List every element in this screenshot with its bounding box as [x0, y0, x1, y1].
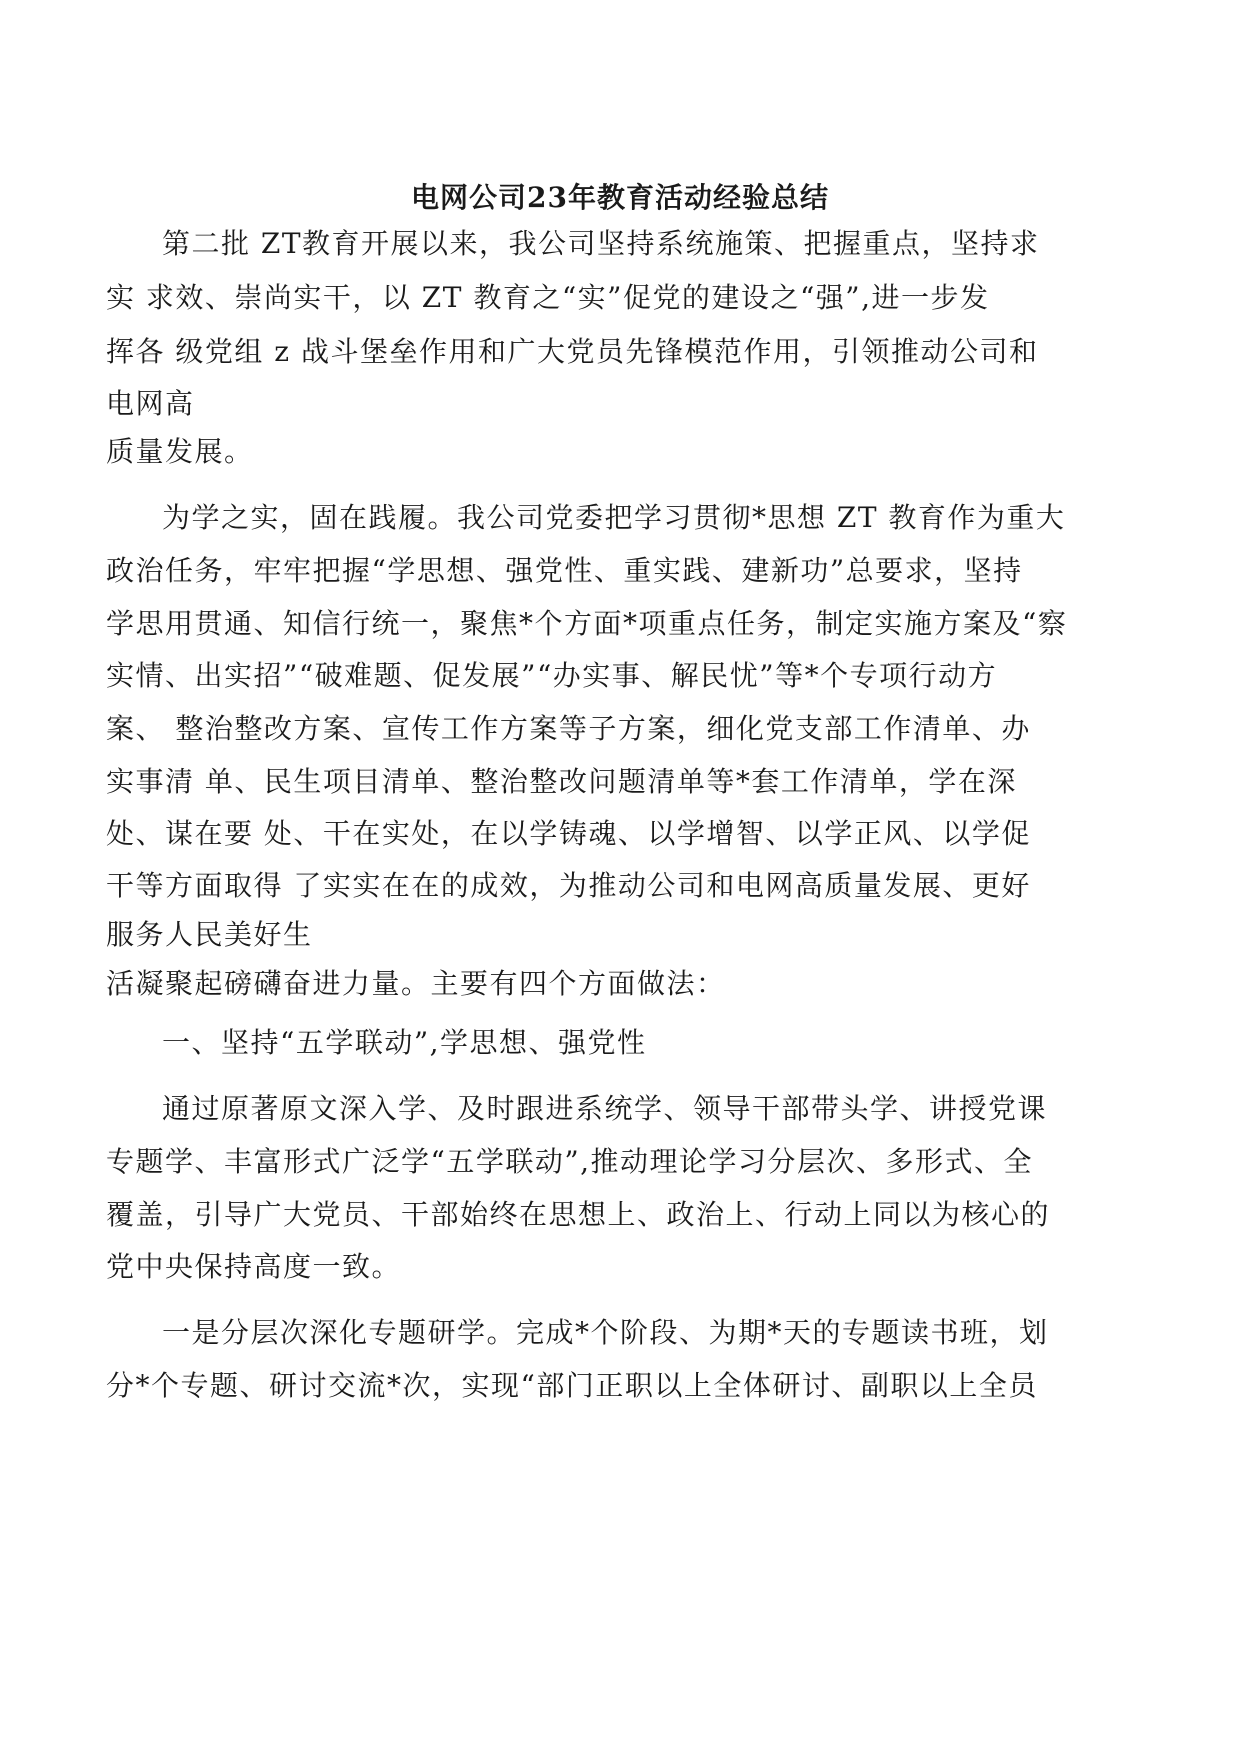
paragraph-line: 一是分层次深化专题研学。完成*个阶段、为期*天的专题读书班，划 [162, 1316, 1049, 1349]
paragraph-line: 质量发展。 [106, 435, 254, 468]
paragraph-line: 实 求效、崇尚实干，以 ZT 教育之“实”促党的建设之“强”,进一步发 [106, 281, 990, 314]
paragraph-line: 干等方面取得 了实实在在的成效，为推动公司和电网高质量发展、更好 [106, 869, 1031, 902]
paragraph-line: 覆盖，引导广大党员、干部始终在思想上、政治上、行动上同以为核心的 [106, 1198, 1051, 1231]
paragraph-line: 挥各 级党组 z 战斗堡垒作用和广大党员先锋模范作用，引领推动公司和 [106, 335, 1039, 368]
paragraph-line: 通过原著原文深入学、及时跟进系统学、领导干部带头学、讲授党课 [162, 1092, 1048, 1125]
paragraph-line: 分*个专题、研讨交流*次，实现“部门正职以上全体研讨、副职以上全员 [106, 1369, 1038, 1402]
paragraph-line: 政治任务，牢牢把握“学思想、强党性、重实践、建新功”总要求，坚持 [106, 554, 1023, 587]
section-heading: 一、坚持“五学联动”,学思想、强党性 [162, 1026, 647, 1059]
paragraph-line: 党中央保持高度一致。 [106, 1250, 402, 1283]
paragraph-line: 第二批 ZT教育开展以来，我公司坚持系统施策、把握重点，坚持求 [162, 227, 1040, 260]
paragraph-line: 实情、出实招”“破难题、促发展”“办实事、解民忧”等*个专项行动方 [106, 659, 998, 692]
paragraph-line: 处、谋在要 处、干在实处，在以学铸魂、以学增智、以学正风、以学促 [106, 817, 1031, 850]
paragraph-line: 实事清 单、民生项目清单、整治整改问题清单等*套工作清单，学在深 [106, 765, 1017, 798]
paragraph-line: 电网高 [106, 387, 195, 420]
paragraph-line: 活凝聚起磅礴奋进力量。主要有四个方面做法： [106, 967, 726, 1000]
paragraph-line: 为学之实，固在践履。我公司党委把学习贯彻*思想 ZT 教育作为重大 [162, 501, 1066, 534]
paragraph-line: 学思用贯通、知信行统一，聚焦*个方面*项重点任务，制定实施方案及“察 [106, 607, 1068, 640]
paragraph-line: 专题学、丰富形式广泛学“五学联动”,推动理论学习分层次、多形式、全 [106, 1145, 1034, 1178]
paragraph-line: 案、 整治整改方案、宣传工作方案等子方案，细化党支部工作清单、办 [106, 712, 1031, 745]
paragraph-line: 服务人民美好生 [106, 918, 313, 951]
document-title: 电网公司23年教育活动经验总结 [411, 181, 829, 214]
